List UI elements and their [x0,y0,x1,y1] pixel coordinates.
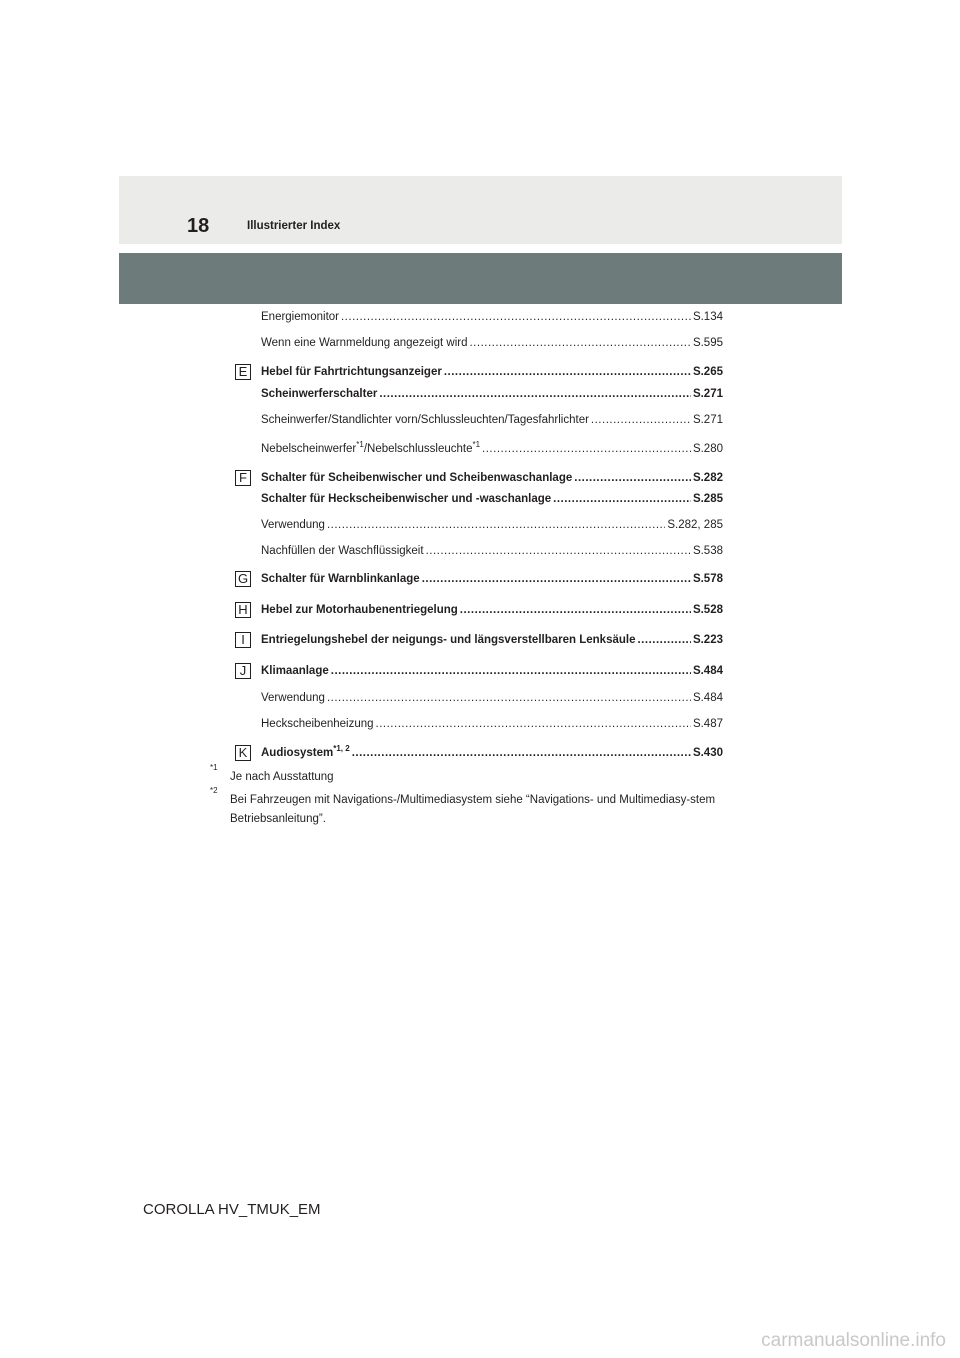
index-entry [261,603,723,617]
section-title: Illustrierter Index [247,220,341,232]
dot-leader [482,442,691,456]
callout-letter-h: H [235,602,251,618]
entry-label: Hebel zur Motorhaubenentriegelung [261,604,458,616]
dot-leader [469,336,690,350]
footnote-ref: *1 [472,440,481,449]
dot-leader [376,717,691,731]
entry-label: Scheinwerferschalter [261,388,378,400]
entry-label: Nachfüllen der Waschflüssigkeit [261,545,424,557]
entry-label [261,442,480,456]
dot-leader [460,603,691,617]
dot-leader [352,746,691,760]
footnote-ref: *1, 2 [333,744,350,753]
entry-label: Schalter für Scheibenwischer und Scheibenwaschanlage [261,472,573,484]
dot-leader [422,572,691,586]
entry-label: Heckscheibenheizung [261,718,374,730]
footnote: *1 Je nach Ausstattung [210,768,750,787]
index-entry [261,633,723,647]
entry-page-ref[interactable]: S.538 [692,545,723,557]
dot-leader [327,691,691,705]
entry-page-ref[interactable]: S.271 [692,414,723,426]
index-entry [261,365,723,379]
entry-page-ref[interactable]: S.282 [692,472,723,484]
dot-leader [379,387,691,401]
entry-label: Wenn eine Warnmeldung angezeigt wird [261,337,468,349]
entry-label: Entriegelungshebel der neigungs- und längsverstellbaren Lenksäule [261,634,636,646]
entry-page-ref[interactable]: S.484 [692,665,723,677]
footnote-text: Je nach Ausstattung [230,771,334,783]
footnote: *2 Bei Fahrzeugen mit Navigations-/Multimediasystem siehe “Navigations- und Multimediasy-stem Betriebsanleitung”. [210,791,750,829]
callout-letter-g: G [235,571,251,587]
dot-leader [553,492,691,506]
callout-letter-k: K [235,745,251,761]
dot-leader [444,365,691,379]
entry-page-ref[interactable]: S.223 [692,634,723,646]
entry-label: Scheinwerfer/Standlichter vorn/Schlussleuchten/Tagesfahrlichter [261,414,589,426]
index-entry [261,413,723,427]
callout-letter-f: F [235,470,251,486]
entry-page-ref[interactable]: S.282, 285 [667,519,723,531]
entry-label: Klimaanlage [261,665,329,677]
callout-letter-i: I [235,632,251,648]
entry-page-ref[interactable]: S.285 [692,493,723,505]
entry-page-ref[interactable]: S.271 [692,388,723,400]
index-entry [261,471,723,485]
entry-label-part: Audiosystem [261,747,334,759]
dot-leader [331,664,691,678]
entry-page-ref[interactable]: S.430 [692,747,723,759]
header-band [119,176,842,244]
entry-page-ref[interactable]: S.487 [692,718,723,730]
entry-label: Verwendung [261,519,325,531]
header-bar [119,253,842,304]
index-entry [261,691,723,705]
index-entry [261,518,723,532]
entry-label-part: Nebelscheinwerfer [261,443,357,455]
entry-page-ref[interactable]: S.134 [692,311,723,323]
entry-page-ref[interactable]: S.280 [692,443,723,455]
index-entry [261,492,723,506]
dot-leader [327,518,665,532]
index-entry [261,544,723,558]
dot-leader [341,310,691,324]
dot-leader [426,544,691,558]
index-entry [261,664,723,678]
model-code: COROLLA HV_TMUK_EM [143,1201,321,1218]
entry-label: Hebel für Fahrtrichtungsanzeiger [261,366,442,378]
callout-letter-j: J [235,663,251,679]
index-entry [261,572,723,586]
entry-page-ref[interactable]: S.578 [692,573,723,585]
dot-leader [574,471,691,485]
callout-letter-e: E [235,364,251,380]
index-entry [261,336,723,350]
index-entry [261,310,723,324]
entry-label: Energiemonitor [261,311,339,323]
watermark: carmanualsonline.info [761,1330,946,1351]
index-entry [261,717,723,731]
page-number: 18 [187,215,210,237]
index-entry [261,442,723,456]
entry-label [261,746,350,760]
entry-page-ref[interactable]: S.595 [692,337,723,349]
entry-page-ref[interactable]: S.528 [692,604,723,616]
entry-page-ref[interactable]: S.265 [692,366,723,378]
entry-page-ref[interactable]: S.484 [692,692,723,704]
dot-leader [637,633,690,647]
entry-label-part: /Nebelschlussleuchte [363,443,473,455]
index-entry [261,387,723,401]
index-entry [261,746,723,760]
dot-leader [591,413,691,427]
footnote-text: Bei Fahrzeugen mit Navigations-/Multimediasystem siehe “Navigations- und Multimediasy-stem Betriebsanleitung”. [230,794,716,825]
entry-label: Verwendung [261,692,325,704]
entry-label: Schalter für Heckscheibenwischer und -waschanlage [261,493,552,505]
footnote-ref: *1 [356,440,364,449]
entry-label: Schalter für Warnblinkanlage [261,573,420,585]
